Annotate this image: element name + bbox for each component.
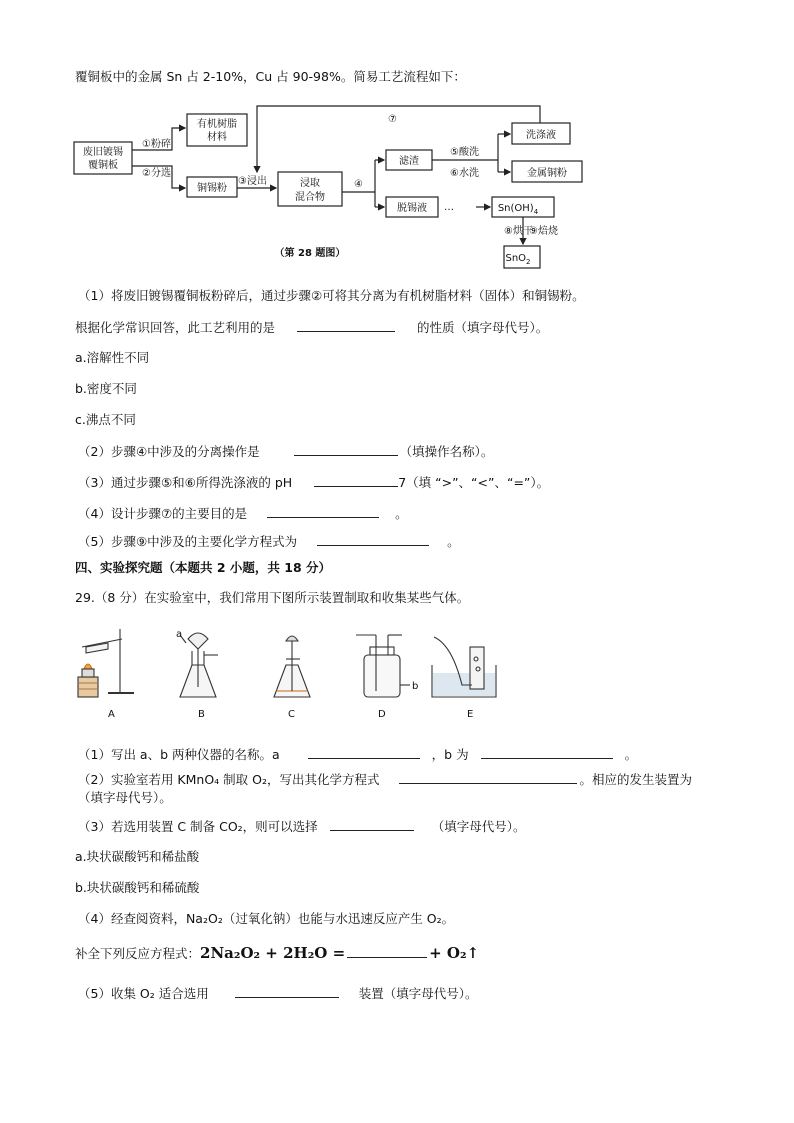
apparatus-e <box>432 637 496 697</box>
q29-part5: （5）收集 O₂ 适合选用 装置（填字母代号）。 <box>78 986 478 1001</box>
answer-blank-8[interactable] <box>399 771 577 784</box>
q29-equation-line: 补全下列反应方程式：2Na₂O₂ + 2H₂O = + O₂↑ <box>75 944 480 962</box>
q28-option-a: a.溶解性不同 <box>75 350 150 365</box>
q29-part4: （4）经查阅资料，Na₂O₂（过氧化钠）也能与水迅速反应产生 O₂。 <box>78 911 455 926</box>
q28-part4: （4）设计步骤⑦的主要目的是 。 <box>78 506 408 521</box>
equation-left: 2Na₂O₂ + 2H₂O = <box>200 944 346 962</box>
step2-label: ②分选 <box>142 168 171 179</box>
answer-blank-10[interactable] <box>347 945 427 958</box>
q28-part3: （3）通过步骤⑤和⑥所得洗涤液的 pH 7（填 “>”、“<”、“=”）。 <box>78 475 550 490</box>
answer-blank-6[interactable] <box>308 746 420 759</box>
step4-label: ④ <box>354 179 363 190</box>
answer-blank-11[interactable] <box>235 985 339 998</box>
process-flow-diagram <box>72 100 602 272</box>
q29-part2-cont: （填字母代号）。 <box>78 790 172 805</box>
q29-part1: （1）写出 a、b 两种仪器的名称。a ，b 为 。 <box>78 747 638 762</box>
q29-heading: 29.（8 分）在实验室中，我们常用下图所示装置制取和收集某些气体。 <box>75 590 470 605</box>
mix-line2: 混合物 <box>295 192 325 203</box>
snoh-text: $Sn(OH)_4$ <box>497 203 539 216</box>
q28-part1: （1）将废旧镀锡覆铜板粉碎后，通过步骤②可将其分离为有机树脂材料（固体）和铜锡粉。 <box>78 288 585 303</box>
apparatus-c <box>274 636 310 697</box>
answer-blank-9[interactable] <box>330 818 414 831</box>
resin-line1: 有机树脂 <box>197 119 237 130</box>
q29-part3: （3）若选用装置 C 制备 CO₂，则可以选择 （填字母代号）。 <box>78 819 526 834</box>
intro-text: 覆铜板中的金属 Sn 占 2-10%，Cu 占 90-98%。简易工艺流程如下： <box>75 69 466 84</box>
waste-line1: 废旧镀锡 <box>83 147 123 158</box>
q28-part2: （2）步骤④中涉及的分离操作是 （填操作名称）。 <box>78 444 494 459</box>
q28-option-b: b.密度不同 <box>75 381 137 396</box>
instrument-b-label: b <box>412 681 419 692</box>
answer-blank-4[interactable] <box>267 505 379 518</box>
step1-label: ①粉碎 <box>142 139 171 150</box>
q28-option-c: c.沸点不同 <box>75 412 136 427</box>
dots: … <box>444 202 454 213</box>
residue-text: 滤渣 <box>399 156 419 167</box>
label-B: B <box>198 709 205 720</box>
instrument-a-label: a <box>176 629 183 640</box>
section-heading: 四、实验探究题（本题共 2 小题，共 18 分） <box>75 560 332 575</box>
mix-line1: 浸取 <box>300 178 320 189</box>
apparatus-figure <box>72 625 512 725</box>
answer-blank-7[interactable] <box>481 746 613 759</box>
step5-label: ⑤酸洗 <box>450 147 479 158</box>
wash-liquid-text: 洗涤液 <box>526 130 556 141</box>
step7-label: ⑦ <box>388 114 397 125</box>
q29-option-b: b.块状碳酸钙和稀硫酸 <box>75 880 200 895</box>
step6-label: ⑥水洗 <box>450 168 479 179</box>
q28-part5: （5）步骤⑨中涉及的主要化学方程式为 。 <box>78 534 460 549</box>
step3-label: ③浸出 <box>238 176 267 187</box>
answer-blank-3[interactable] <box>314 474 398 487</box>
waste-line2: 覆铜板 <box>88 160 118 171</box>
apparatus-b <box>180 633 218 697</box>
cu-sn-text: 铜锡粉 <box>197 183 227 194</box>
q28-part1b: 根据化学常识回答，此工艺利用的是 的性质（填字母代号）。 <box>75 320 549 335</box>
tin-liquid-text: 脱锡液 <box>397 203 427 214</box>
answer-blank-5[interactable] <box>317 533 429 546</box>
cu-powder-text: 金属铜粉 <box>527 168 567 179</box>
answer-blank-2[interactable] <box>294 443 398 456</box>
step9-label: ⑨焙烧 <box>529 226 558 237</box>
label-C: C <box>288 709 295 720</box>
figure-caption: （第 28 题图） <box>274 248 346 259</box>
label-E: E <box>467 709 474 720</box>
apparatus-d <box>356 635 410 697</box>
resin-line2: 材料 <box>207 132 227 143</box>
apparatus-a <box>78 629 134 697</box>
answer-blank-1[interactable] <box>297 319 395 332</box>
q29-option-a: a.块状碳酸钙和稀盐酸 <box>75 849 200 864</box>
label-A: A <box>108 709 115 720</box>
step8-label: ⑧烘干 <box>504 226 533 237</box>
label-D: D <box>378 709 386 720</box>
sno2-text: SnO$_2$ <box>505 253 531 266</box>
q29-part2: （2）实验室若用 KMnO₄ 制取 O₂，写出其化学方程式 。相应的发生装置为 <box>78 772 692 787</box>
equation-right: + O₂↑ <box>429 944 480 962</box>
